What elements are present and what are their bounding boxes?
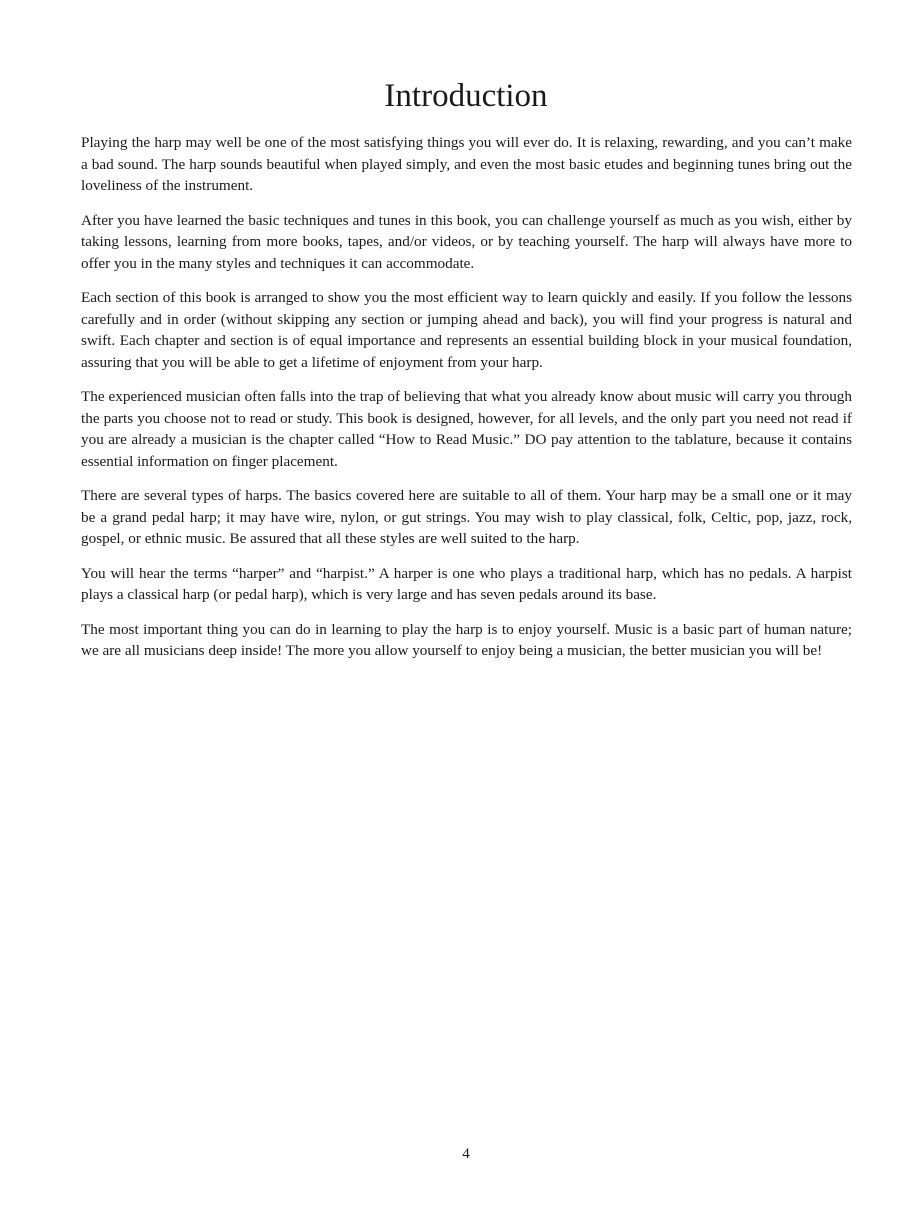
paragraph-2: After you have learned the basic techniques and tunes in this book, you can challenge yourself as much as you wish, either by taking lessons, learning from more books, tapes, and/or videos, or by teaching yourself. The harp will always have more to offer you in the many styles and techniques it can accommodate.: [81, 211, 852, 272]
paragraph-4: The experienced musician often falls into the trap of believing that what you already know about music will carry you through the parts you choose not to read or study. This book is designed, however, for all levels, and the only part you need not read if you are already a musician is the chapter called “How to Read Music.” DO pay attention to the tablature, because it contains essential information on finger placement.: [81, 388, 852, 470]
page-title: Introduction: [384, 78, 548, 114]
body-text: [81, 132, 852, 675]
paragraph-3: Each section of this book is arranged to show you the most efficient way to learn quickly and easily. If you follow the lessons carefully and in order (without skipping any section or jumping ahead and back), you will find your progress is natural and swift. Each chapter and section is of equal importance and represents an essential building block in your musical foundation, assuring that you will be able to get a lifetime of enjoyment from your harp.: [81, 289, 852, 371]
paragraph-7: The most important thing you can do in learning to play the harp is to enjoy yourself. Music is a basic part of human nature; we are all musicians deep inside! The more you allow yourself to enjoy being a musician, the better musician you will be!: [81, 620, 852, 659]
page-number: 4: [462, 1146, 470, 1162]
paragraph-1: Playing the harp may well be one of the most satisfying things you will ever do. It is relaxing, rewarding, and you can’t make a bad sound. The harp sounds beautiful when played simply, and even the most basic etudes and beginning tunes bring out the loveliness of the instrument.: [81, 134, 852, 194]
paragraph-6: You will hear the terms “harper” and “harpist.” A harper is one who plays a traditional harp, which has no pedals. A harpist plays a classical harp (or pedal harp), which is very large and has seven pedals around its base.: [81, 564, 852, 603]
paragraph-5: There are several types of harps. The basics covered here are suitable to all of them. Your harp may be a small one or it may be a grand pedal harp; it may have wire, nylon, or gut strings. You may wish to play classical, folk, Celtic, pop, jazz, rock, gospel, or ethnic music. Be assured that all these styles are well suited to the harp.: [81, 487, 852, 547]
